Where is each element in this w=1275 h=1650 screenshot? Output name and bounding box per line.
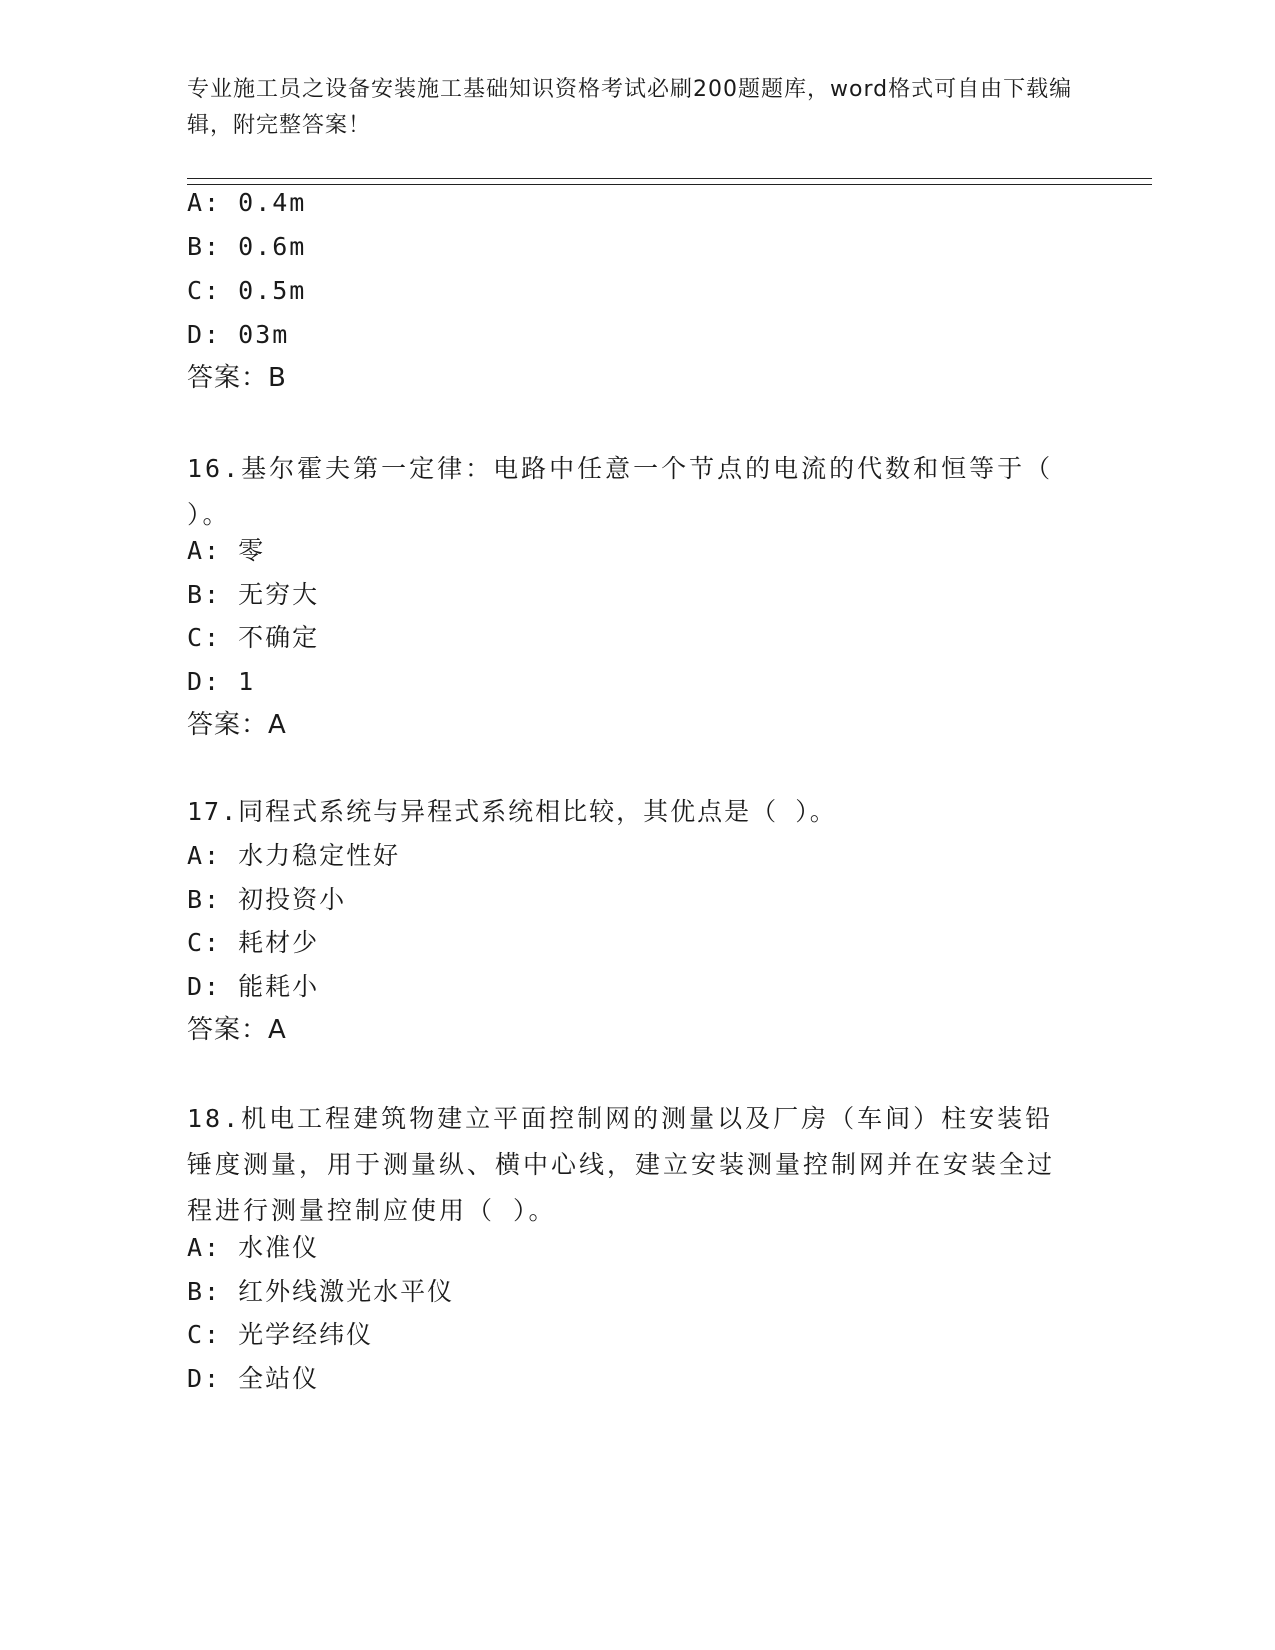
q16-option-b: B: 无穷大	[187, 580, 320, 609]
q15-option-a: A: 0.4m	[187, 188, 307, 217]
q16-question: 16.基尔霍夫第一定律：电路中任意一个节点的电流的代数和恒等于（ ）。	[187, 454, 1054, 529]
q17-option-c: C: 耗材少	[187, 928, 320, 957]
q18-question: 18.机电工程建筑物建立平面控制网的测量以及厂房（车间）柱安装铅锤度测量，用于测量纵、横中心线，建立安装测量控制网并在安装全过程进行测量控制应使用（ ）。	[187, 1104, 1056, 1225]
q16-option-d: D: 1	[187, 667, 256, 696]
document-header: 专业施工员之设备安装施工基础知识资格考试必刷200题题库，word格式可自由下载编辑，附完整答案！	[187, 77, 1073, 138]
q17-option-a: A: 水力稳定性好	[187, 841, 401, 870]
q18-option-c: C: 光学经纬仪	[187, 1320, 374, 1349]
q17-option-b: B: 初投资小	[187, 885, 347, 914]
q18-option-d: D: 全站仪	[187, 1364, 320, 1393]
q18-option-b: B: 红外线激光水平仪	[187, 1277, 455, 1306]
q17-option-d: D: 能耗小	[187, 972, 320, 1001]
q16-answer: 答案：A	[187, 710, 287, 740]
q17-question: 17.同程式系统与异程式系统相比较，其优点是（ ）。	[187, 797, 837, 826]
header-rule-top	[187, 178, 1152, 179]
q18-option-a: A: 水准仪	[187, 1233, 320, 1262]
q15-option-d: D: 03m	[187, 320, 290, 349]
header-rule-bottom	[187, 184, 1152, 185]
q15-option-b: B: 0.6m	[187, 232, 307, 261]
q16-option-a: A: 零	[187, 536, 266, 565]
q15-option-c: C: 0.5m	[187, 276, 307, 305]
q17-answer: 答案：A	[187, 1015, 287, 1045]
q16-option-c: C: 不确定	[187, 623, 320, 652]
q15-answer: 答案：B	[187, 363, 287, 393]
